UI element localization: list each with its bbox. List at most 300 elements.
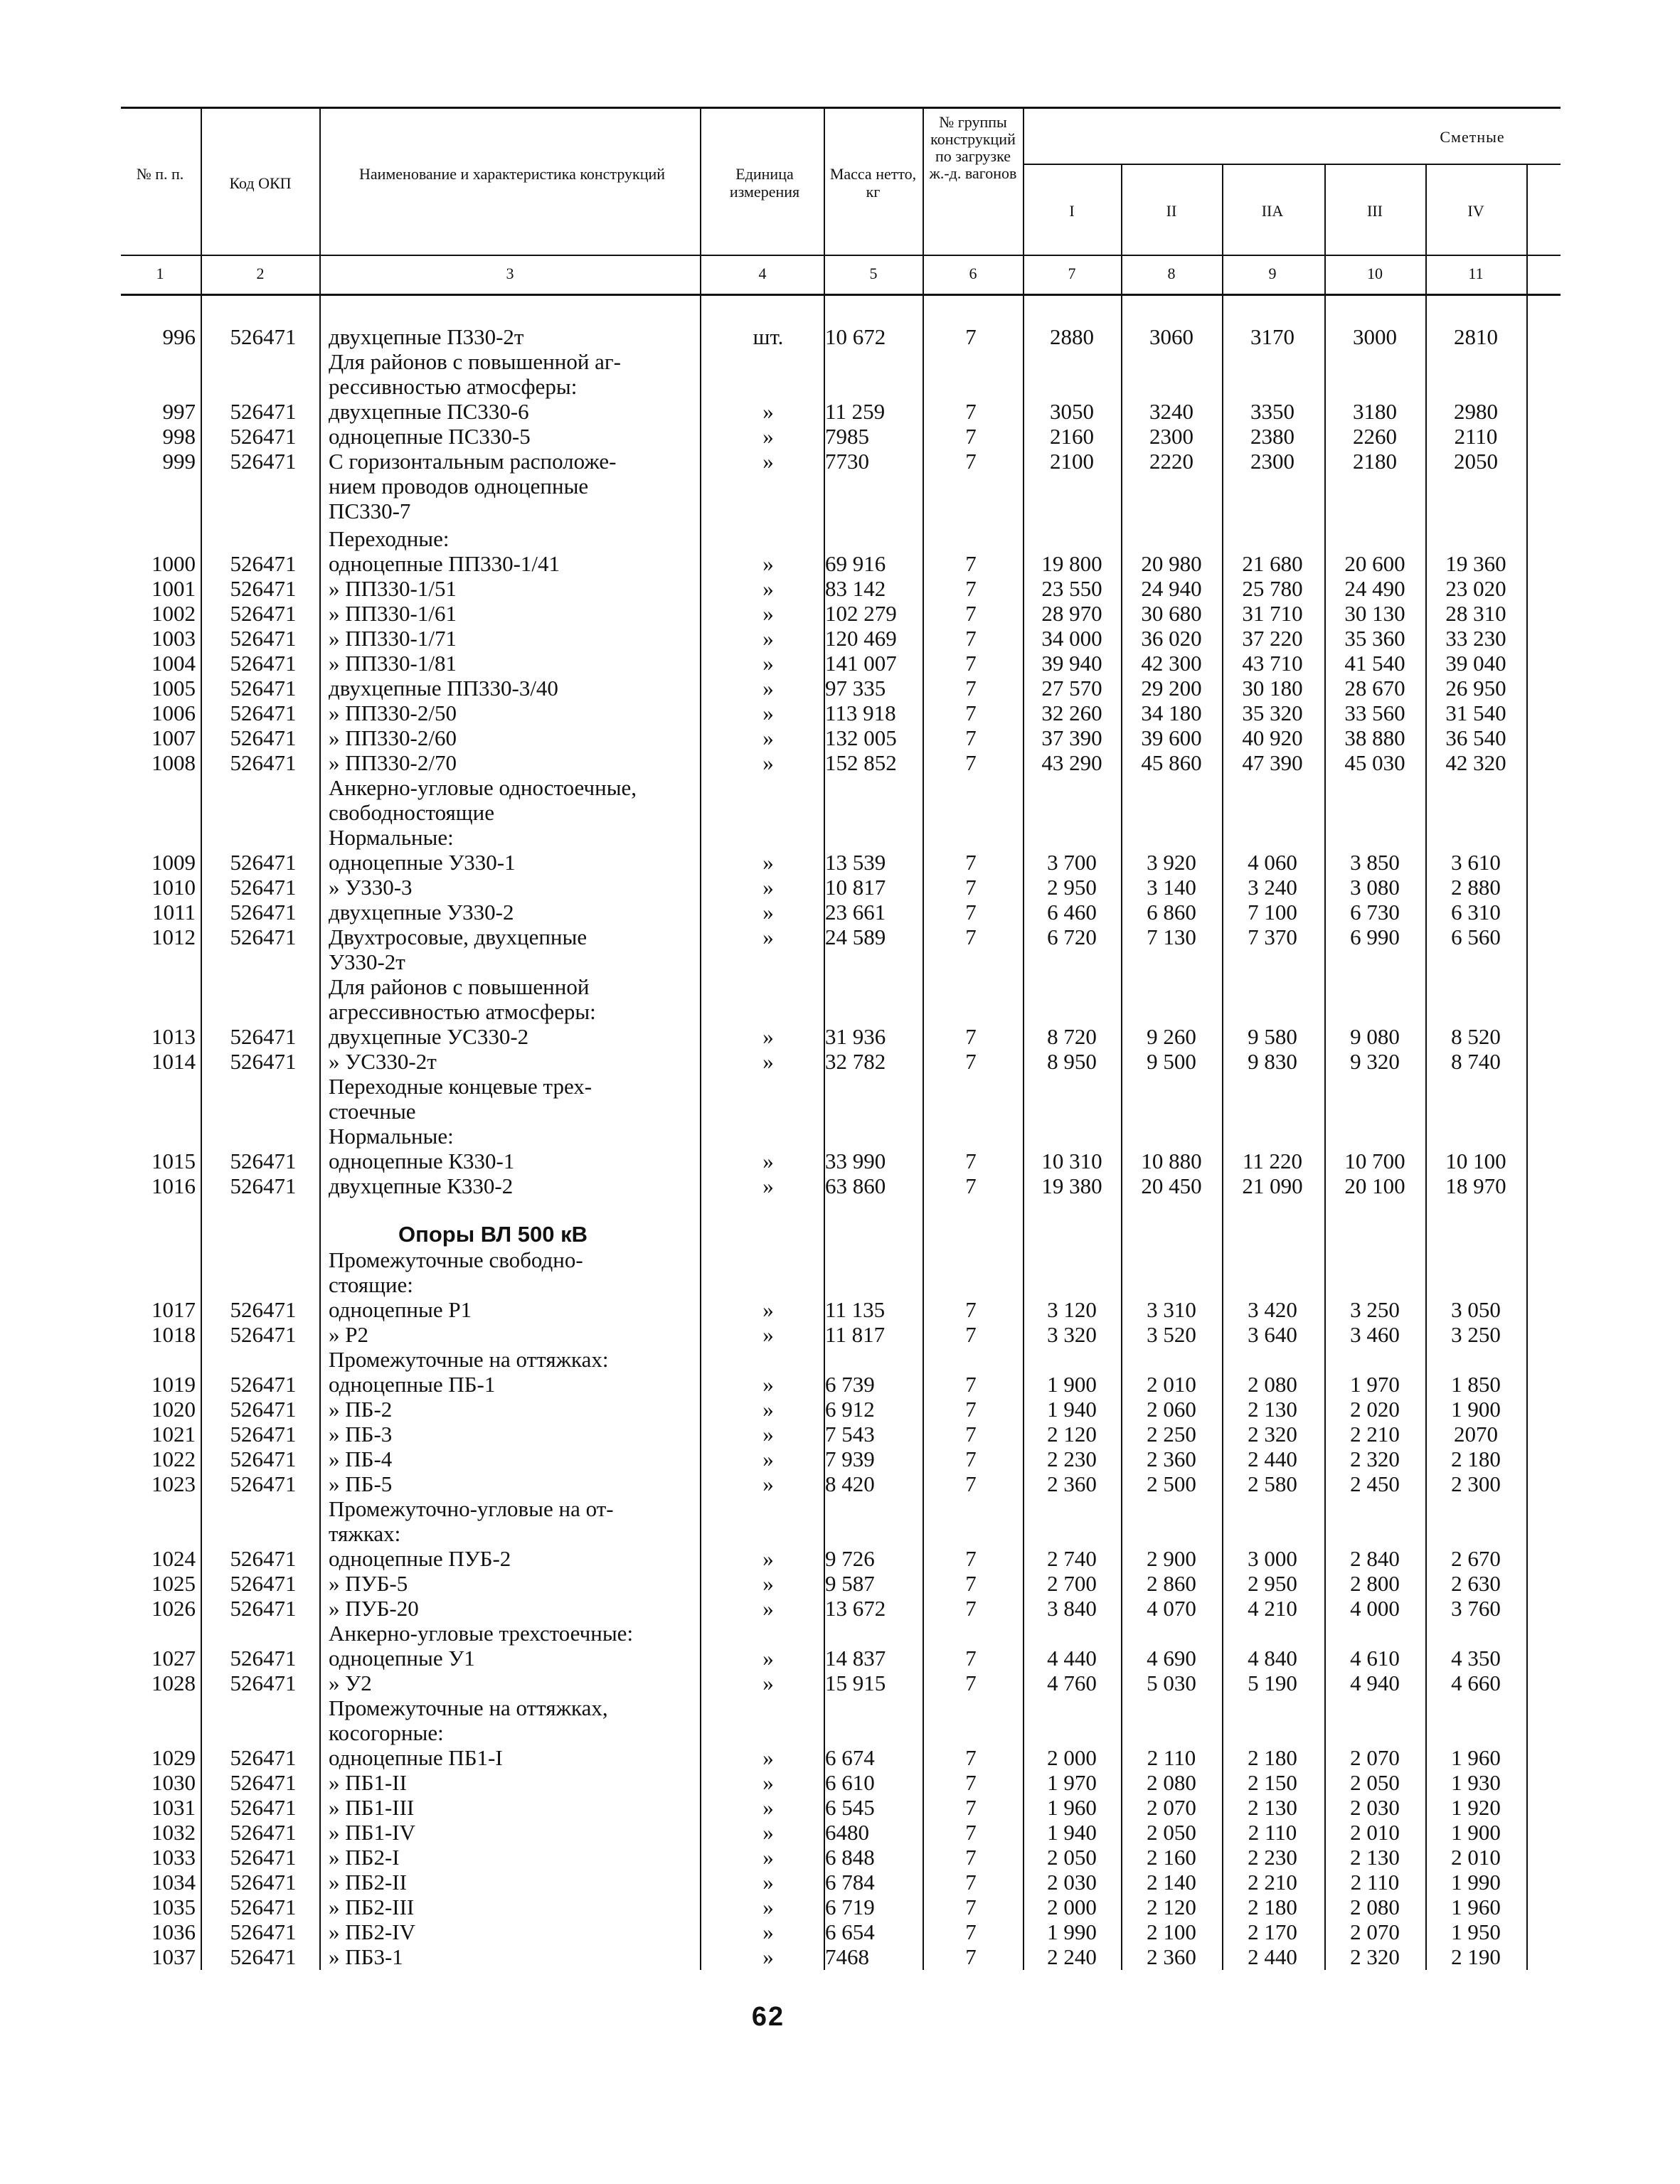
okp-code: 526471 (230, 1795, 297, 1820)
okp-code: 526471 (230, 900, 297, 925)
price-zone-1: 2880 (1050, 324, 1094, 349)
wagon-group: 7 (965, 750, 977, 775)
table-row (0, 1770, 1680, 1795)
unit: » (762, 1646, 774, 1671)
price-zone-3: 3 240 (1248, 875, 1297, 900)
price-zone-1: 34 000 (1041, 626, 1102, 651)
mass: 31 936 (825, 1024, 886, 1049)
mass: 120 469 (825, 626, 897, 651)
okp-code: 526471 (230, 750, 297, 775)
table-row (0, 1074, 1680, 1099)
item-number: 1034 (151, 1870, 196, 1895)
mass: 132 005 (825, 725, 897, 750)
header-zone: I (1069, 202, 1075, 220)
table-row (0, 576, 1680, 601)
item-description: Промежуточно-угловые на от- (329, 1496, 614, 1521)
price-zone-4: 2 050 (1350, 1770, 1400, 1795)
price-zone-3: 21 680 (1242, 551, 1303, 576)
item-description: двухцепные ПП330-3/40 (329, 676, 558, 701)
item-description: одноцепные ПБ1-I (329, 1745, 503, 1770)
price-zone-5: 1 960 (1451, 1745, 1501, 1770)
table-row (0, 1845, 1680, 1870)
price-zone-2: 3 310 (1147, 1297, 1196, 1322)
item-description: Нормальные: (329, 825, 454, 850)
header-mass: Масса нетто, кг (829, 165, 917, 201)
item-description: » ПУБ-5 (329, 1571, 408, 1596)
wagon-group: 7 (965, 676, 977, 701)
unit: » (762, 701, 774, 725)
table-row (0, 925, 1680, 949)
item-description: нием проводов одноцепные (329, 474, 589, 499)
mass: 69 916 (825, 551, 886, 576)
wagon-group: 7 (965, 1372, 977, 1397)
wagon-group: 7 (965, 1596, 977, 1621)
wagon-group: 7 (965, 1770, 977, 1795)
price-zone-1: 2 120 (1047, 1422, 1097, 1447)
price-zone-1: 43 290 (1041, 750, 1102, 775)
table-row (0, 1944, 1680, 1969)
mass: 11 817 (825, 1322, 886, 1347)
table-row (0, 551, 1680, 576)
okp-code: 526471 (230, 1471, 297, 1496)
price-zone-1: 27 570 (1041, 676, 1102, 701)
price-zone-3: 11 220 (1242, 1149, 1303, 1173)
item-number: 1009 (151, 850, 196, 875)
item-description: Для районов с повышенной аг- (329, 349, 621, 374)
item-number: 1016 (151, 1173, 196, 1198)
price-zone-2: 29 200 (1141, 676, 1202, 701)
price-zone-4: 2 070 (1350, 1745, 1400, 1770)
item-number: 997 (162, 399, 196, 424)
item-number: 1007 (151, 725, 196, 750)
header-zone: II (1166, 202, 1177, 220)
table-row (0, 900, 1680, 925)
unit: » (762, 576, 774, 601)
item-description: » ПП330-1/51 (329, 576, 457, 601)
item-number: 1023 (151, 1471, 196, 1496)
unit: » (762, 1173, 774, 1198)
price-zone-2: 20 450 (1141, 1173, 1202, 1198)
item-number: 1036 (151, 1919, 196, 1944)
price-zone-4: 3000 (1353, 324, 1397, 349)
table-row (0, 999, 1680, 1024)
price-zone-1: 19 380 (1041, 1173, 1102, 1198)
mass: 6 912 (825, 1397, 875, 1422)
unit: » (762, 1596, 774, 1621)
price-zone-4: 9 080 (1350, 1024, 1400, 1049)
item-description: Промежуточные свободно- (329, 1247, 583, 1272)
price-zone-1: 3 840 (1047, 1596, 1097, 1621)
price-zone-2: 2 100 (1147, 1919, 1196, 1944)
price-zone-5: 10 100 (1445, 1149, 1506, 1173)
unit: » (762, 1770, 774, 1795)
table-row (0, 800, 1680, 825)
table-row (0, 1149, 1680, 1173)
table-row (0, 449, 1680, 474)
price-zone-3: 9 580 (1248, 1024, 1297, 1049)
item-description: двухцепные П330-2т (329, 324, 524, 349)
okp-code: 526471 (230, 1870, 297, 1895)
price-zone-2: 45 860 (1141, 750, 1202, 775)
item-description: » ПБ2-III (329, 1895, 415, 1919)
price-zone-5: 2810 (1454, 324, 1498, 349)
table-row (0, 725, 1680, 750)
okp-code: 526471 (230, 576, 297, 601)
item-number: 1010 (151, 875, 196, 900)
wagon-group: 7 (965, 850, 977, 875)
price-zone-1: 8 950 (1047, 1049, 1097, 1074)
price-zone-1: 2 240 (1047, 1944, 1097, 1969)
mass: 8 420 (825, 1471, 875, 1496)
item-description: рессивностью атмосферы: (329, 374, 578, 399)
okp-code: 526471 (230, 1322, 297, 1347)
price-zone-2: 2 360 (1147, 1447, 1196, 1471)
table-row (0, 1496, 1680, 1521)
okp-code: 526471 (230, 399, 297, 424)
price-zone-4: 2180 (1353, 449, 1397, 474)
mass: 7985 (825, 424, 869, 449)
okp-code: 526471 (230, 651, 297, 676)
price-zone-5: 1 850 (1451, 1372, 1501, 1397)
wagon-group: 7 (965, 1795, 977, 1820)
item-description: стоечные (329, 1099, 416, 1124)
table-row (0, 1546, 1680, 1571)
okp-code: 526471 (230, 1024, 297, 1049)
unit: » (762, 1049, 774, 1074)
price-zone-3: 7 370 (1248, 925, 1297, 949)
item-description: » ПБ2-II (329, 1870, 407, 1895)
price-zone-2: 10 880 (1141, 1149, 1202, 1173)
price-zone-2: 3 140 (1147, 875, 1196, 900)
table-row (0, 1646, 1680, 1671)
wagon-group: 7 (965, 1745, 977, 1770)
table-row (0, 1124, 1680, 1149)
item-description: одноцепные У330-1 (329, 850, 516, 875)
price-zone-4: 3180 (1353, 399, 1397, 424)
item-description: одноцепные ПП330-1/41 (329, 551, 560, 576)
price-zone-4: 2 210 (1350, 1422, 1400, 1447)
item-description: Для районов с повышенной (329, 974, 590, 999)
price-zone-1: 2 700 (1047, 1571, 1097, 1596)
column-number: 4 (758, 265, 767, 282)
price-zone-4: 2 110 (1350, 1870, 1400, 1895)
item-description: » ПБ1-III (329, 1795, 415, 1820)
wagon-group: 7 (965, 626, 977, 651)
wagon-group: 7 (965, 1397, 977, 1422)
price-zone-3: 3350 (1250, 399, 1294, 424)
item-description: У330-2т (329, 949, 405, 974)
wagon-group: 7 (965, 1870, 977, 1895)
okp-code: 526471 (230, 1944, 297, 1969)
price-zone-2: 3 920 (1147, 850, 1196, 875)
wagon-group: 7 (965, 1571, 977, 1596)
unit: » (762, 1372, 774, 1397)
price-zone-3: 3 640 (1248, 1322, 1297, 1347)
page-number: 62 (751, 2002, 785, 2032)
table-row (0, 1820, 1680, 1845)
price-zone-2: 24 940 (1141, 576, 1202, 601)
item-number: 1020 (151, 1397, 196, 1422)
price-zone-4: 6 730 (1350, 900, 1400, 925)
price-zone-2: 2220 (1149, 449, 1193, 474)
item-number: 1013 (151, 1024, 196, 1049)
price-zone-4: 41 540 (1344, 651, 1405, 676)
price-zone-5: 31 540 (1445, 701, 1506, 725)
price-zone-1: 3 320 (1047, 1322, 1097, 1347)
unit: » (762, 1919, 774, 1944)
wagon-group: 7 (965, 1173, 977, 1198)
wagon-group: 7 (965, 576, 977, 601)
price-zone-5: 2980 (1454, 399, 1498, 424)
table-row (0, 1720, 1680, 1745)
price-zone-2: 2 900 (1147, 1546, 1196, 1571)
okp-code: 526471 (230, 1372, 297, 1397)
price-zone-1: 3 700 (1047, 850, 1097, 875)
price-zone-5: 18 970 (1445, 1173, 1506, 1198)
table-row (0, 1471, 1680, 1496)
okp-code: 526471 (230, 449, 297, 474)
table-row (0, 825, 1680, 850)
price-zone-2: 5 030 (1147, 1671, 1196, 1695)
price-zone-1: 32 260 (1041, 701, 1102, 725)
price-zone-5: 8 520 (1451, 1024, 1501, 1049)
okp-code: 526471 (230, 601, 297, 626)
price-zone-2: 2 050 (1147, 1820, 1196, 1845)
item-number: 1021 (151, 1422, 196, 1447)
price-zone-2: 3060 (1149, 324, 1193, 349)
price-zone-5: 6 560 (1451, 925, 1501, 949)
mass: 6480 (825, 1820, 869, 1845)
item-number: 1015 (151, 1149, 196, 1173)
column-number: 1 (156, 265, 164, 282)
mass: 97 335 (825, 676, 886, 701)
price-zone-3: 31 710 (1242, 601, 1303, 626)
item-description: Переходные концевые трех- (329, 1074, 592, 1099)
item-number: 1031 (151, 1795, 196, 1820)
price-zone-5: 1 900 (1451, 1820, 1501, 1845)
price-zone-5: 1 900 (1451, 1397, 1501, 1422)
okp-code: 526471 (230, 1745, 297, 1770)
header-subdivision-rule (1023, 164, 1561, 165)
unit: » (762, 725, 774, 750)
price-zone-4: 24 490 (1344, 576, 1405, 601)
price-zone-5: 6 310 (1451, 900, 1501, 925)
item-number: 1026 (151, 1596, 196, 1621)
price-zone-4: 4 610 (1350, 1646, 1400, 1671)
header-zone: III (1367, 202, 1383, 220)
wagon-group: 7 (965, 1845, 977, 1870)
price-zone-2: 2 250 (1147, 1422, 1196, 1447)
price-zone-1: 2 030 (1047, 1870, 1097, 1895)
item-number: 1005 (151, 676, 196, 701)
price-zone-4: 4 940 (1350, 1671, 1400, 1695)
wagon-group: 7 (965, 1471, 977, 1496)
item-description: » У2 (329, 1671, 372, 1695)
price-zone-1: 39 940 (1041, 651, 1102, 676)
header-group: № группы конструкций по загрузке ж.-д. вагонов (929, 113, 1017, 182)
price-zone-3: 35 320 (1242, 701, 1303, 725)
okp-code: 526471 (230, 1297, 297, 1322)
price-zone-1: 6 460 (1047, 900, 1097, 925)
wagon-group: 7 (965, 1820, 977, 1845)
table-row (0, 949, 1680, 974)
unit: » (762, 1322, 774, 1347)
item-number: 999 (162, 449, 196, 474)
price-zone-4: 9 320 (1350, 1049, 1400, 1074)
price-zone-4: 2 840 (1350, 1546, 1400, 1571)
mass: 11 259 (825, 399, 886, 424)
price-zone-4: 33 560 (1344, 701, 1405, 725)
item-description: агрессивностью атмосферы: (329, 999, 596, 1024)
wagon-group: 7 (965, 1944, 977, 1969)
table-row (0, 474, 1680, 499)
price-zone-3: 43 710 (1242, 651, 1303, 676)
unit: » (762, 551, 774, 576)
price-zone-4: 2260 (1353, 424, 1397, 449)
price-zone-1: 37 390 (1041, 725, 1102, 750)
price-zone-3: 2 080 (1248, 1372, 1297, 1397)
okp-code: 526471 (230, 1770, 297, 1795)
okp-code: 526471 (230, 626, 297, 651)
wagon-group: 7 (965, 701, 977, 725)
column-number: 8 (1167, 265, 1176, 282)
mass: 7 543 (825, 1422, 875, 1447)
price-zone-5: 3 050 (1451, 1297, 1501, 1322)
okp-code: 526471 (230, 725, 297, 750)
price-zone-1: 19 800 (1041, 551, 1102, 576)
item-number: 1035 (151, 1895, 196, 1919)
table-row (0, 374, 1680, 399)
mass: 6 610 (825, 1770, 875, 1795)
mass: 6 784 (825, 1870, 875, 1895)
unit: » (762, 900, 774, 925)
price-zone-2: 2 080 (1147, 1770, 1196, 1795)
price-zone-1: 8 720 (1047, 1024, 1097, 1049)
wagon-group: 7 (965, 1049, 977, 1074)
table-row (0, 1895, 1680, 1919)
column-number: 10 (1367, 265, 1383, 282)
item-description: С горизонтальным расположе- (329, 449, 617, 474)
okp-code: 526471 (230, 551, 297, 576)
unit: » (762, 925, 774, 949)
item-description: » ПП330-1/81 (329, 651, 457, 676)
price-zone-4: 2 320 (1350, 1447, 1400, 1471)
mass: 113 918 (825, 701, 896, 725)
unit: » (762, 1795, 774, 1820)
price-zone-5: 2070 (1454, 1422, 1498, 1447)
wagon-group: 7 (965, 1646, 977, 1671)
price-zone-5: 4 660 (1451, 1671, 1501, 1695)
mass: 6 654 (825, 1919, 875, 1944)
item-description: » ПП330-2/60 (329, 725, 457, 750)
price-zone-2: 39 600 (1141, 725, 1202, 750)
table-row (0, 601, 1680, 626)
price-zone-5: 1 930 (1451, 1770, 1501, 1795)
okp-code: 526471 (230, 1447, 297, 1471)
price-zone-3: 25 780 (1242, 576, 1303, 601)
mass: 141 007 (825, 651, 897, 676)
price-zone-5: 2 300 (1451, 1471, 1501, 1496)
column-number: 6 (969, 265, 977, 282)
price-zone-3: 2300 (1250, 449, 1294, 474)
unit: » (762, 1149, 774, 1173)
item-description: » ПУБ-20 (329, 1596, 419, 1621)
unit: » (762, 1422, 774, 1447)
item-number: 1024 (151, 1546, 196, 1571)
item-number: 1002 (151, 601, 196, 626)
column-number: 11 (1468, 265, 1484, 282)
item-description: » ПП330-1/61 (329, 601, 457, 626)
okp-code: 526471 (230, 1895, 297, 1919)
okp-code: 526471 (230, 1173, 297, 1198)
wagon-group: 7 (965, 424, 977, 449)
price-zone-3: 3 420 (1248, 1297, 1297, 1322)
wagon-group: 7 (965, 1671, 977, 1695)
okp-code: 526471 (230, 1919, 297, 1944)
price-zone-3: 2 130 (1248, 1795, 1297, 1820)
price-zone-5: 8 740 (1451, 1049, 1501, 1074)
okp-code: 526471 (230, 1422, 297, 1447)
price-zone-4: 2 020 (1350, 1397, 1400, 1422)
item-description: одноцепные ПУБ-2 (329, 1546, 511, 1571)
table-row (0, 1695, 1680, 1720)
table-row (0, 1521, 1680, 1546)
price-zone-5: 19 360 (1445, 551, 1506, 576)
price-zone-2: 20 980 (1141, 551, 1202, 576)
wagon-group: 7 (965, 601, 977, 626)
unit: шт. (753, 324, 784, 349)
price-zone-3: 4 210 (1248, 1596, 1297, 1621)
unit: » (762, 1471, 774, 1496)
price-zone-5: 42 320 (1445, 750, 1506, 775)
price-zone-2: 9 260 (1147, 1024, 1196, 1049)
header-bottom-rule (121, 255, 1561, 256)
item-number: 1019 (151, 1372, 196, 1397)
table-row (0, 1422, 1680, 1447)
mass: 7468 (825, 1944, 869, 1969)
unit: » (762, 1895, 774, 1919)
item-number: 1003 (151, 626, 196, 651)
header-prices-title: Сметные (1440, 128, 1505, 146)
price-zone-4: 4 000 (1350, 1596, 1400, 1621)
price-zone-3: 2 950 (1248, 1571, 1297, 1596)
price-zone-4: 2 130 (1350, 1845, 1400, 1870)
price-zone-5: 2050 (1454, 449, 1498, 474)
price-zone-1: 4 440 (1047, 1646, 1097, 1671)
price-zone-3: 2 440 (1248, 1944, 1297, 1969)
table-row (0, 1024, 1680, 1049)
wagon-group: 7 (965, 1422, 977, 1447)
item-number: 1028 (151, 1671, 196, 1695)
price-zone-3: 37 220 (1242, 626, 1303, 651)
item-description: двухцепные У330-2 (329, 900, 514, 925)
mass: 7 939 (825, 1447, 875, 1471)
price-zone-1: 1 940 (1047, 1820, 1097, 1845)
unit: » (762, 1024, 774, 1049)
price-zone-4: 1 970 (1350, 1372, 1400, 1397)
table-row (0, 1397, 1680, 1422)
price-zone-2: 2300 (1149, 424, 1193, 449)
column-number: 5 (869, 265, 878, 282)
okp-code: 526471 (230, 1149, 297, 1173)
item-description: Промежуточные на оттяжках, (329, 1695, 608, 1720)
price-zone-3: 2 110 (1248, 1820, 1297, 1845)
item-description: » ПП330-2/50 (329, 701, 457, 725)
price-zone-4: 2 030 (1350, 1795, 1400, 1820)
wagon-group: 7 (965, 1447, 977, 1471)
wagon-group: 7 (965, 725, 977, 750)
unit: » (762, 1397, 774, 1422)
